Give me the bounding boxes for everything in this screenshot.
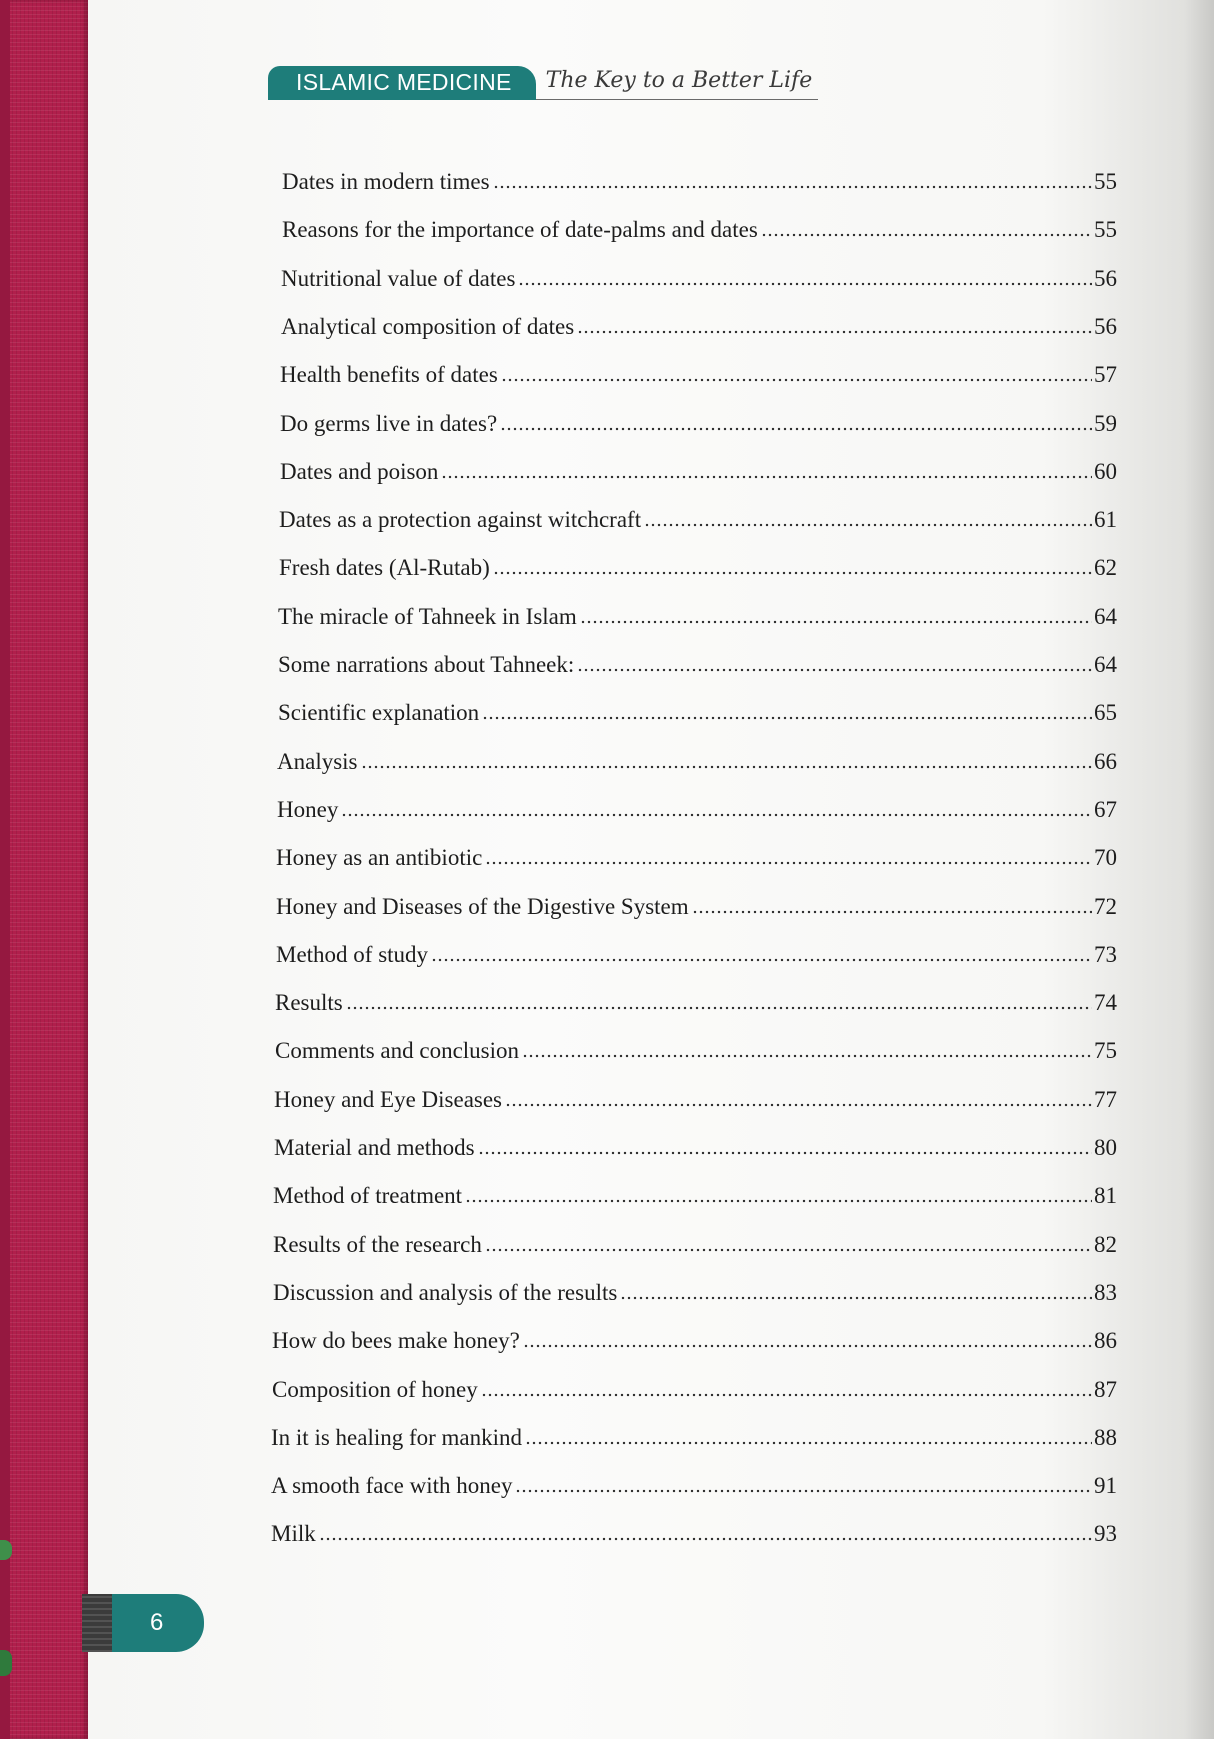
page-edge-shadow (1184, 0, 1214, 1739)
toc-entry-page: 55 (1094, 169, 1117, 194)
toc-entry[interactable] (281, 259, 1117, 293)
toc-entry-page: 81 (1094, 1183, 1117, 1208)
dot-leader (500, 426, 1092, 432)
toc-entry[interactable] (277, 742, 1117, 776)
toc-entry-title: Health benefits of dates (280, 362, 498, 387)
toc-entry[interactable] (275, 983, 1117, 1017)
dot-leader (431, 957, 1092, 963)
dot-leader (478, 1150, 1092, 1156)
toc-entry-page: 72 (1094, 894, 1117, 919)
dot-leader (644, 522, 1092, 528)
toc-entry[interactable] (278, 693, 1117, 727)
toc-entry[interactable] (282, 162, 1117, 196)
dot-leader (577, 667, 1092, 673)
toc-entry-title: Method of treatment (273, 1183, 463, 1208)
toc-entry-page: 55 (1094, 217, 1117, 242)
toc-entry-title: In it is healing for mankind (271, 1425, 523, 1450)
toc-entry[interactable] (273, 1176, 1117, 1210)
dot-leader (525, 1440, 1092, 1446)
dot-leader (485, 1247, 1092, 1253)
toc-entry-title: Comments and conclusion (275, 1038, 520, 1063)
toc-entry-page: 65 (1094, 700, 1117, 725)
toc-entry-title: A smooth face with honey (271, 1473, 513, 1498)
toc-entry-page: 61 (1094, 507, 1117, 532)
toc-entry-page: 73 (1094, 942, 1117, 967)
book-subtitle: The Key to a Better Life (536, 67, 819, 100)
toc-entry-page: 70 (1094, 845, 1117, 870)
toc-entry-page: 66 (1094, 749, 1117, 774)
toc-entry[interactable] (272, 1321, 1117, 1355)
dot-leader (482, 715, 1092, 721)
toc-entry[interactable] (275, 1031, 1117, 1065)
page-number: 6 (150, 1609, 164, 1636)
toc-entry[interactable] (271, 1466, 1117, 1500)
dot-leader (692, 909, 1092, 915)
dot-leader (577, 329, 1092, 335)
toc-entry-page: 64 (1094, 652, 1117, 677)
toc-entry-page: 80 (1094, 1135, 1117, 1160)
dot-leader (523, 1343, 1092, 1349)
toc-entry-title: Dates and poison (280, 459, 439, 484)
dot-leader (518, 281, 1092, 287)
toc-entry[interactable] (278, 597, 1117, 631)
toc-entry[interactable] (273, 1225, 1117, 1259)
toc-entry-page: 75 (1094, 1038, 1117, 1063)
toc-entry-page: 77 (1094, 1087, 1117, 1112)
toc-entry[interactable] (280, 452, 1117, 486)
toc-entry-page: 56 (1094, 266, 1117, 291)
toc-entry-page: 64 (1094, 604, 1117, 629)
toc-entry-page: 82 (1094, 1232, 1117, 1257)
dot-leader (481, 1392, 1092, 1398)
toc-entry-title: Honey and Diseases of the Digestive System (276, 894, 689, 919)
book-title-tab: ISLAMIC MEDICINE (268, 66, 536, 100)
page-tab-marker (82, 1594, 112, 1652)
toc-entry-title: Honey (277, 797, 339, 822)
toc-entry-title: How do bees make honey? (272, 1328, 520, 1353)
toc-entry[interactable] (274, 1128, 1117, 1162)
dot-leader (493, 184, 1092, 190)
toc-entry-title: Results (275, 990, 343, 1015)
dot-leader (485, 860, 1092, 866)
toc-entry[interactable] (271, 1514, 1117, 1548)
toc-entry-page: 86 (1094, 1328, 1117, 1353)
dot-leader (346, 1005, 1092, 1011)
toc-entry-title: The miracle of Tahneek in Islam (278, 604, 577, 629)
toc-entry-page: 59 (1094, 411, 1117, 436)
toc-entry-page: 56 (1094, 314, 1117, 339)
leaf-decoration-icon (0, 1650, 12, 1676)
toc-entry-title: Results of the research (273, 1232, 482, 1257)
toc-entry-page: 60 (1094, 459, 1117, 484)
dot-leader (319, 1536, 1092, 1542)
toc-entry-page: 74 (1094, 990, 1117, 1015)
toc-entry[interactable] (276, 935, 1117, 969)
toc-entry[interactable] (279, 548, 1117, 582)
dot-leader (361, 764, 1093, 770)
toc-entry-title: Some narrations about Tahneek: (278, 652, 575, 677)
dot-leader (515, 1488, 1092, 1494)
toc-entry[interactable] (277, 790, 1117, 824)
toc-entry[interactable] (273, 1273, 1117, 1307)
toc-entry[interactable] (282, 210, 1117, 244)
toc-entry-title: Analytical composition of dates (281, 314, 575, 339)
toc-entry-title: Reasons for the importance of date-palms and dates (282, 217, 758, 242)
toc-entry-page: 93 (1094, 1521, 1117, 1546)
toc-entry-title: Honey as an antibiotic (276, 845, 483, 870)
toc-entry-title: Do germs live in dates? (280, 411, 498, 436)
dot-leader (620, 1295, 1092, 1301)
toc-entry[interactable] (281, 307, 1117, 341)
toc-entry-title: Material and methods (274, 1135, 475, 1160)
toc-entry[interactable] (279, 500, 1117, 534)
toc-entry-page: 83 (1094, 1280, 1117, 1305)
dot-leader (501, 377, 1092, 383)
toc-entry-title: Dates as a protection against witchcraft (279, 507, 642, 532)
toc-entry-page: 91 (1094, 1473, 1117, 1498)
spine-edge (0, 0, 10, 1739)
toc-entry[interactable] (278, 645, 1117, 679)
dot-leader (580, 619, 1092, 625)
leaf-decoration-icon (0, 1540, 12, 1560)
dot-leader (441, 474, 1092, 480)
toc-entry-title: Fresh dates (Al-Rutab) (279, 555, 490, 580)
dot-leader (341, 812, 1092, 818)
toc-entry-title: Dates in modern times (282, 169, 490, 194)
toc-entry[interactable] (274, 1080, 1117, 1114)
toc-entry[interactable] (271, 1418, 1117, 1452)
toc-entry[interactable] (276, 887, 1117, 921)
toc-entry-title: Nutritional value of dates (281, 266, 516, 291)
toc-entry[interactable] (280, 355, 1117, 389)
toc-entry-page: 87 (1094, 1377, 1117, 1402)
toc-entry[interactable] (280, 404, 1117, 438)
toc-entry-title: Composition of honey (272, 1377, 478, 1402)
dot-leader (505, 1102, 1092, 1108)
toc-entry-title: Milk (271, 1521, 316, 1546)
toc-entry-title: Scientific explanation (278, 700, 480, 725)
running-header (268, 66, 818, 100)
dot-leader (761, 232, 1092, 238)
toc-entry-title: Method of study (276, 942, 429, 967)
toc-entry-page: 88 (1094, 1425, 1117, 1450)
dot-leader (522, 1053, 1092, 1059)
toc-entry-page: 62 (1094, 555, 1117, 580)
toc-entry-page: 57 (1094, 362, 1117, 387)
book-spine (0, 0, 88, 1739)
toc-entry[interactable] (272, 1370, 1117, 1404)
dot-leader (465, 1198, 1092, 1204)
toc-entry-page: 67 (1094, 797, 1117, 822)
toc-entry-title: Discussion and analysis of the results (273, 1280, 618, 1305)
toc-entry-title: Honey and Eye Diseases (274, 1087, 503, 1112)
toc-entry[interactable] (276, 838, 1117, 872)
dot-leader (493, 570, 1092, 576)
toc-entry-title: Analysis (277, 749, 358, 774)
